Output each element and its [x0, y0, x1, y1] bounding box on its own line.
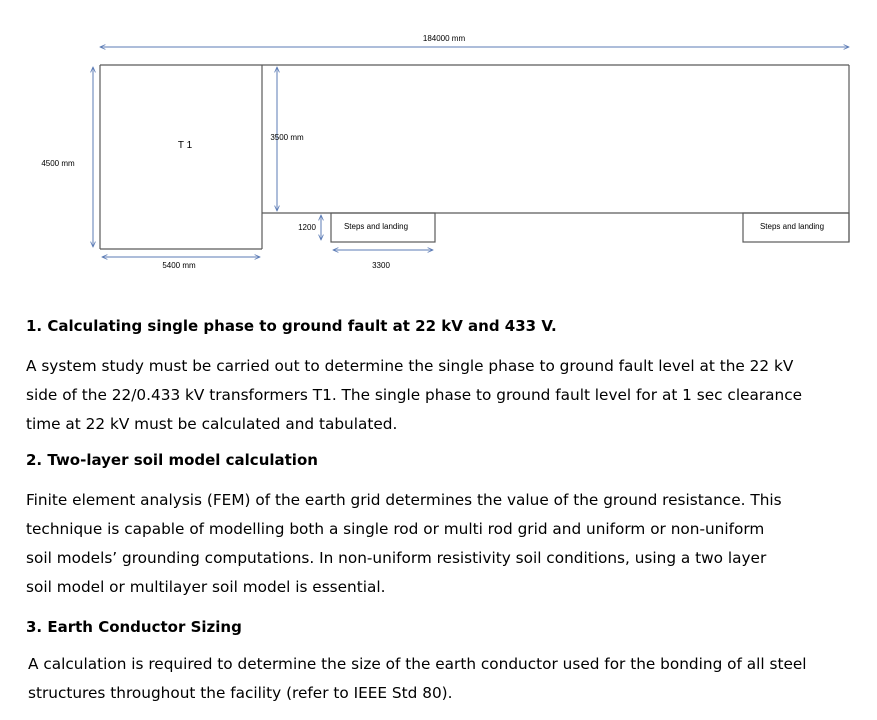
- paragraph-line: structures throughout the facility (refer to IEEE Std 80).: [28, 684, 453, 702]
- section-heading: 3. Earth Conductor Sizing: [26, 618, 242, 636]
- label-steps-right: Steps and landing: [759, 222, 825, 231]
- label-total-length: 184000 mm: [422, 34, 466, 43]
- label-inner-height: 3500 mm: [270, 133, 304, 142]
- label-room: T 1: [177, 140, 193, 151]
- paragraph-line: soil model or multilayer soil model is essential.: [26, 578, 386, 596]
- paragraph-line: time at 22 kV must be calculated and tabulated.: [26, 415, 398, 433]
- paragraph-line: A system study must be carried out to determine the single phase to ground fault level at the 22 kV: [26, 357, 794, 375]
- building-outline: [100, 65, 849, 249]
- section-fault-body: [26, 352, 876, 439]
- paragraph-line: A calculation is required to determine the size of the earth conductor used for the bonding of all steel: [28, 655, 807, 673]
- section-soil-body: [26, 486, 876, 602]
- dimension-lines: [93, 47, 849, 257]
- paragraph-line: side of the 22/0.433 kV transformers T1. The single phase to ground fault level for at 1 sec clearance: [26, 386, 803, 404]
- label-steps-left: Steps and landing: [343, 222, 409, 231]
- paragraph-line: soil models’ grounding computations. In non-uniform resistivity soil conditions, using a two layer: [26, 549, 767, 567]
- label-total-height: 4500 mm: [41, 159, 75, 168]
- layout-drawing: [0, 0, 877, 290]
- section-earth-body: [28, 650, 877, 708]
- label-steps-width: 3300: [372, 261, 390, 270]
- section-fault-calculation: [26, 316, 876, 336]
- label-step-height: 1200: [298, 223, 316, 232]
- section-heading: 2. Two-layer soil model calculation: [26, 451, 318, 469]
- section-soil-model: [26, 450, 876, 470]
- label-room-width: 5400 mm: [162, 261, 196, 270]
- section-earth-conductor: [26, 617, 876, 637]
- paragraph-line: Finite element analysis (FEM) of the earth grid determines the value of the ground resistance. This: [26, 491, 782, 509]
- section-heading: 1. Calculating single phase to ground fault at 22 kV and 433 V.: [26, 317, 557, 335]
- paragraph-line: technique is capable of modelling both a single rod or multi rod grid and uniform or non-uniform: [26, 520, 765, 538]
